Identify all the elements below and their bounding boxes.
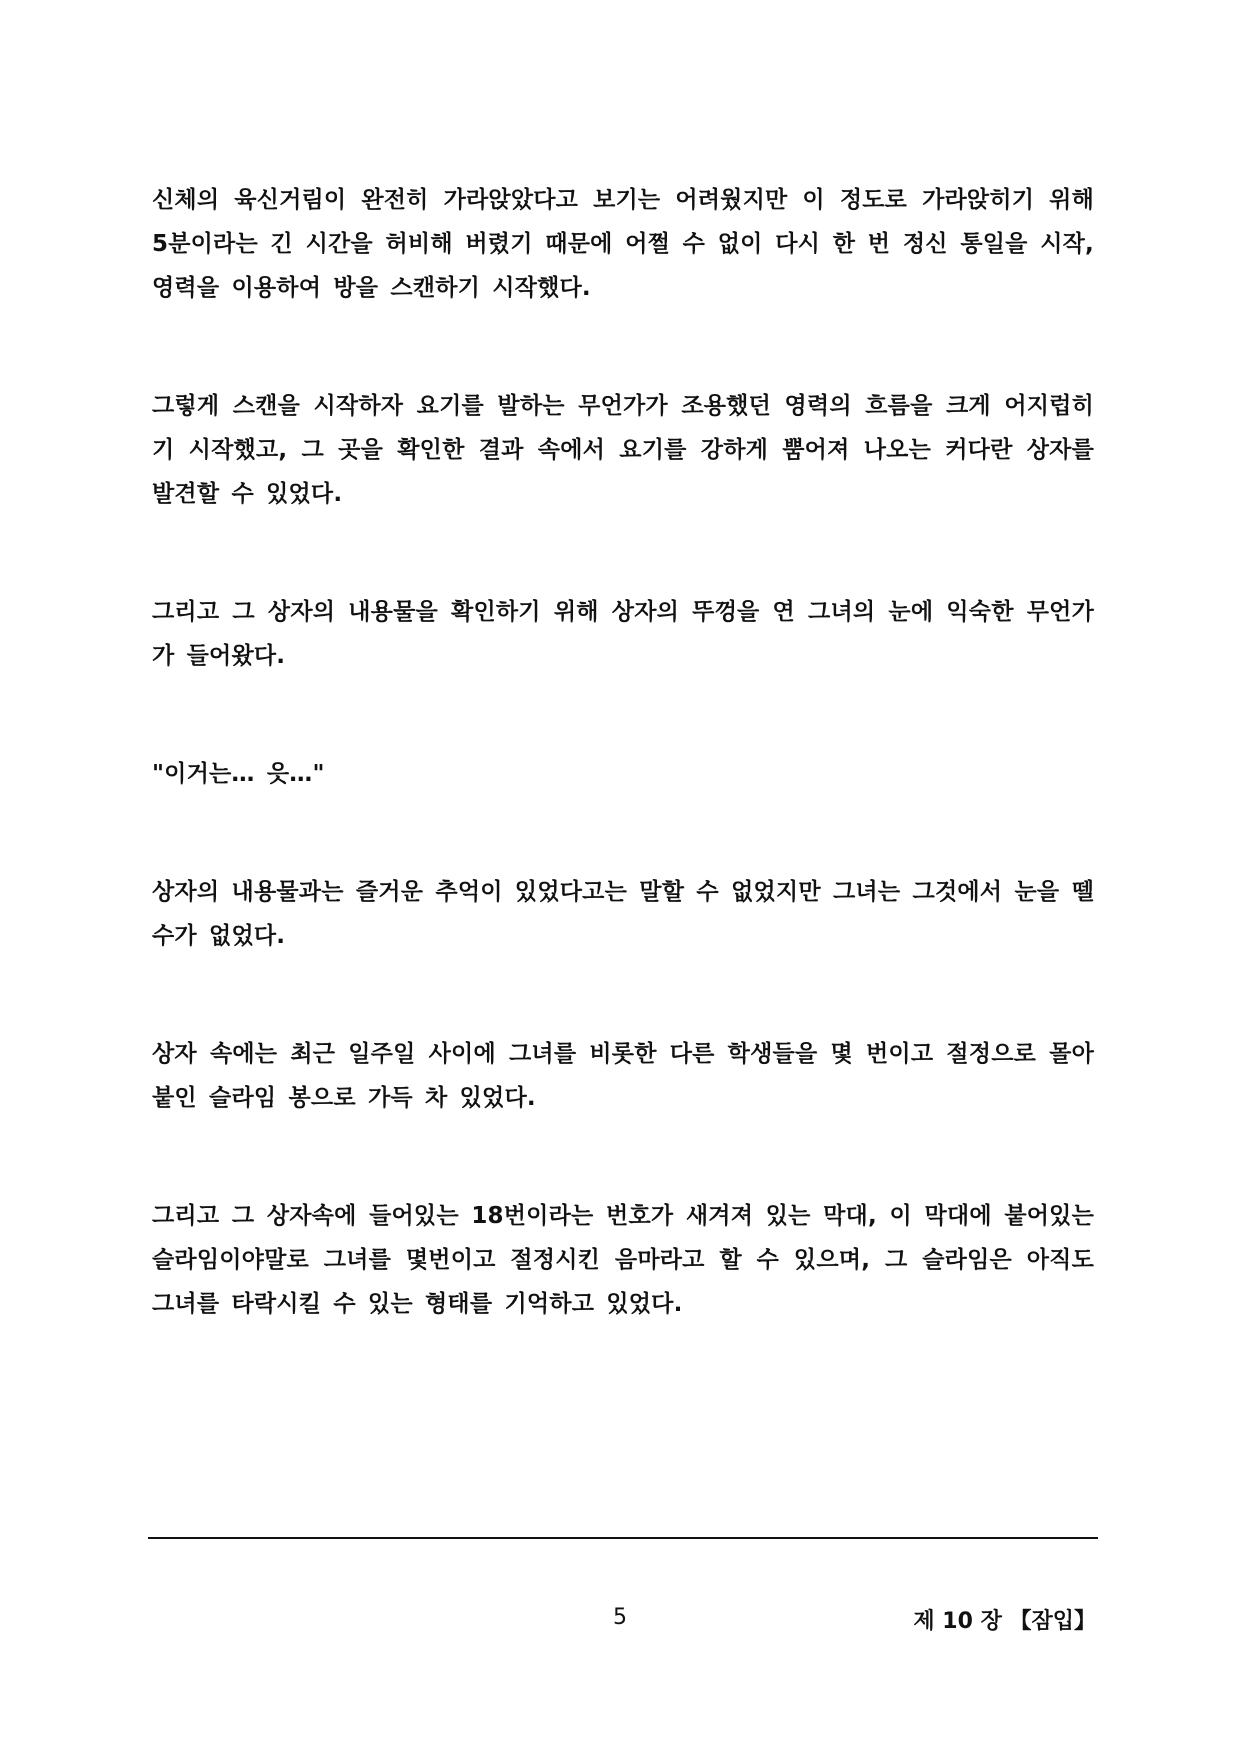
dialogue-line: "이거는… 읏…" [152, 761, 325, 787]
chapter-label: 제 10 장 【잠입】 [913, 1609, 1096, 1634]
body-paragraph: 상자의 내용물과는 즐거운 추억이 있었다고는 말할 수 없었지만 그녀는 그것에서 눈을 뗄 수가 없었다. [152, 879, 1094, 949]
page-number: 5 [613, 1605, 627, 1630]
body-paragraph: 신체의 육신거림이 완전히 가라앉았다고 보기는 어려웠지만 이 정도로 가라앉히기 위해 5분이라는 긴 시간을 허비해 버렸기 때문에 어쩔 수 없이 다시 한 번 정신 통일을 시작, 영력을 이용하여 방을 스캔하기 시작했다. [152, 187, 1094, 301]
footer-divider [148, 1537, 1098, 1539]
body-paragraph: 그렇게 스캔을 시작하자 요기를 발하는 무언가가 조용했던 영력의 흐름을 크게 어지럽히기 시작했고, 그 곳을 확인한 결과 속에서 요기를 강하게 뿜어져 나오는 커다란 상자를 발견할 수 있었다. [152, 393, 1094, 507]
body-paragraph: 상자 속에는 최근 일주일 사이에 그녀를 비롯한 다른 학생들을 몇 번이고 절정으로 몰아붙인 슬라임 봉으로 가득 차 있었다. [152, 1041, 1094, 1111]
body-paragraph: 그리고 그 상자속에 들어있는 18번이라는 번호가 새겨져 있는 막대, 이 막대에 붙어있는 슬라임이야말로 그녀를 몇번이고 절정시킨 음마라고 할 수 있으며, 그 슬라임은 아직도 그녀를 타락시킬 수 있는 형태를 기억하고 있었다. [152, 1203, 1094, 1317]
page-body [152, 178, 1094, 1326]
body-paragraph: 그리고 그 상자의 내용물을 확인하기 위해 상자의 뚜껑을 연 그녀의 눈에 익숙한 무언가가 들어왔다. [152, 599, 1094, 669]
